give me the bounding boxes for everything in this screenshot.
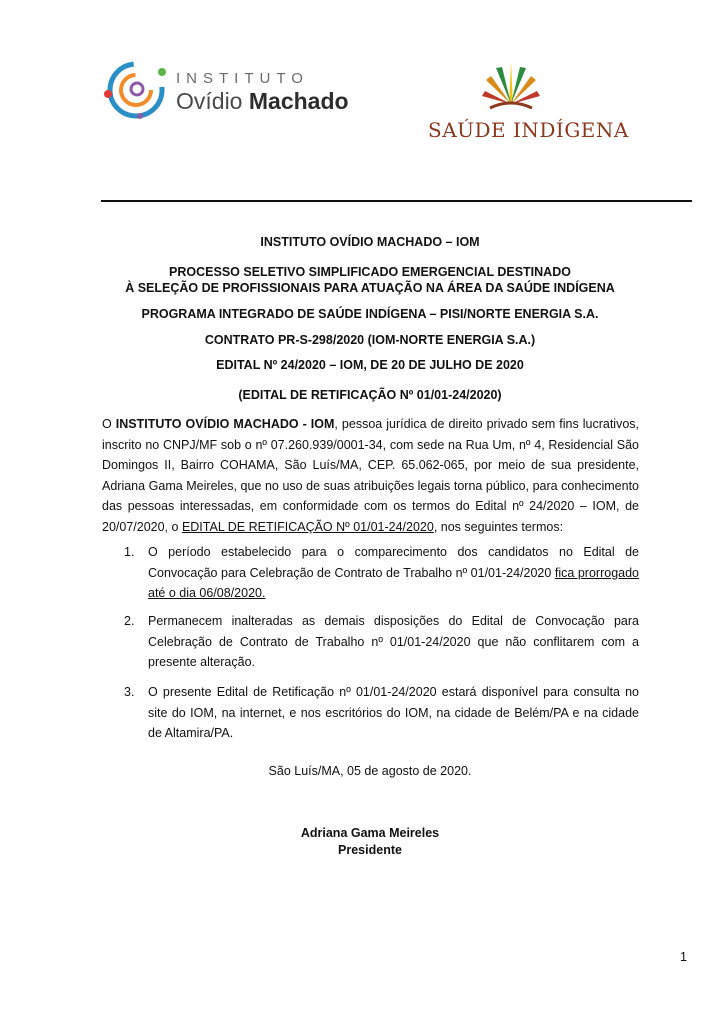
- heading-retification: (EDITAL DE RETIFICAÇÃO Nº 01/01-24/2020): [238, 388, 502, 402]
- saude-indigena-logo: [428, 58, 629, 158]
- iom-logo-name-text: Ovídio Machado: [176, 88, 349, 114]
- signer-name: Adriana Gama Meireles: [300, 826, 440, 840]
- list-item-text: O presente Edital de Retificação nº 01/01-24/2020 estará disponível para consulta no site do IOM, na internet, e nos escritórios do IOM, na cidade de Belém/PA e na cidade de Altamira/PA.: [148, 685, 639, 740]
- heading-process-line2: À SELEÇÃO DE PROFISSIONAIS PARA ATUAÇÃO NA ÁREA DA SAÚDE INDÍGENA: [125, 281, 615, 295]
- header-divider: [101, 200, 692, 202]
- iom-logo-institute-text: INSTITUTO: [176, 70, 309, 87]
- list-item-number: 1.: [124, 545, 135, 559]
- iom-logo: [100, 58, 360, 128]
- heading-contract: CONTRATO PR-S-298/2020 (IOM-NORTE ENERGIA S.A.): [204, 333, 536, 347]
- place-and-date: São Luís/MA, 05 de agosto de 2020.: [268, 764, 472, 778]
- saude-indigena-logo-text: SAÚDE INDÍGENA: [428, 118, 629, 142]
- signer-role: Presidente: [338, 843, 402, 857]
- page-number: 1: [680, 950, 687, 964]
- intro-paragraph: O INSTITUTO OVÍDIO MACHADO - IOM, pessoa jurídica de direito privado sem fins lucrativos, inscrito no CNPJ/MF sob o nº 07.260.939/0001-34, com sede na Rua Um, nº 4, Residencial São Domingos II, Bairro COHAMA, São Luís/MA, CEP. 65.062-065, por meio de sua presidente, Adriana Gama Meireles, que no uso de suas atribuições legais torna público, para conhecimento das pessoas interessadas, em conformidade com os termos do Edital nº 24/2020 – IOM, de 20/07/2020, o EDITAL DE RETIFICAÇÃO Nº 01/01-24/2020, nos seguintes termos:: [102, 417, 640, 534]
- feather-headdress-icon: [480, 58, 542, 114]
- list-item-text: O período estabelecido para o comparecimento dos candidatos no Edital de Convocação para Celebração de Contrato de Trabalho nº 01/01-24/2020 fica prorrogado até o dia 06/08/2020.: [148, 545, 640, 600]
- list-item-number: 2.: [124, 614, 135, 628]
- intro-institute-name: INSTITUTO OVÍDIO MACHADO - IOM: [115, 417, 335, 431]
- list-item-number: 3.: [124, 685, 135, 699]
- heading-program: PROGRAMA INTEGRADO DE SAÚDE INDÍGENA – PISI/NORTE ENERGIA S.A.: [141, 307, 599, 321]
- intro-edital-reference: EDITAL DE RETIFICAÇÃO Nº 01/01-24/2020: [181, 519, 434, 534]
- heading-process-line1: PROCESSO SELETIVO SIMPLIFICADO EMERGENCIAL DESTINADO: [169, 265, 571, 279]
- heading-edital: EDITAL Nº 24/2020 – IOM, DE 20 DE JULHO DE 2020: [216, 358, 524, 372]
- list-item-text: Permanecem inalteradas as demais disposições do Edital de Convocação para Celebração de Contrato de Trabalho nº 01/01-24/2020 que não conflitarem com a presente alteração.: [148, 614, 639, 669]
- iom-logo-mark-icon: [100, 58, 172, 122]
- heading-institute: INSTITUTO OVÍDIO MACHADO – IOM: [260, 235, 480, 249]
